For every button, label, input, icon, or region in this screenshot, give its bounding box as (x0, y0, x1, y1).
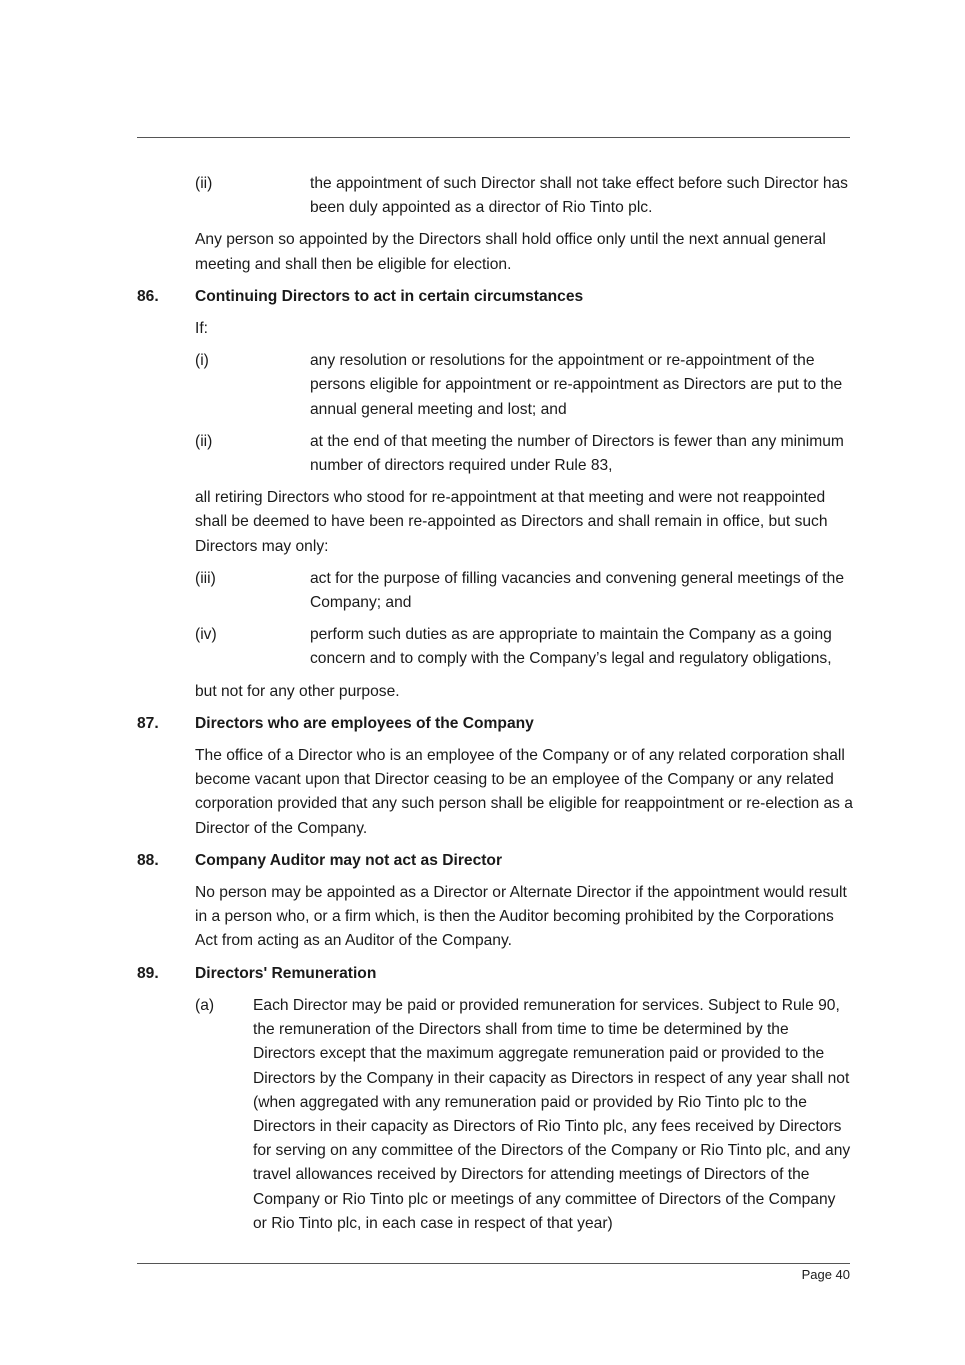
rule-86-heading (137, 285, 853, 309)
rule-number: 87. (137, 714, 159, 732)
item-number: (i) (195, 352, 209, 370)
item-text: act for the purpose of filling vacancies and convening general meetings of the Company; and (310, 569, 844, 612)
page-number: Page 40 (801, 1267, 850, 1282)
item-number: (iv) (195, 626, 217, 644)
rule-88-heading (137, 849, 853, 873)
rule-88-text: No person may be appointed as a Director or Alternate Director if the appointment would result in a person who, or a firm which, is then the Auditor becoming prohibited by the Corporations Act from acting as an Auditor of the Company. (195, 884, 847, 950)
rule-number: 89. (137, 964, 159, 982)
item-number: (a) (195, 996, 215, 1014)
rule-number: 88. (137, 851, 159, 869)
rule-89-heading (137, 962, 853, 986)
item-text: Each Director may be paid or provided remuneration for services. Subject to Rule 90, the remuneration of the Directors shall from time to time be determined by the Directors except that the maximum aggregate remuneration paid or provided to the Directors by the Company in their capacity as Directors in respect of any year shall not (when aggregated with any remuneration paid or provided by Rio Tinto plc to the Directors in their capacity as Directors of Rio Tinto plc, any fees received by Directors for serving on any committee of the Directors of the Company or Rio Tinto plc, and any travel allowances received by Directors for attending meetings of Directors of the Company or Rio Tinto plc or meetings of any committee of Directors of the Company or Rio Tinto plc, in each case in respect of that year) (253, 996, 851, 1232)
rule-89-item-a (195, 994, 853, 1236)
item-text: perform such duties as are appropriate to maintain the Company as a going concern and to comply with the Company’s legal and regulatory obligations, (310, 626, 832, 668)
intro-paragraph: Any person so appointed by the Directors shall hold office only until the next annual general meeting and shall then be eligible for election. (195, 231, 826, 273)
rule-title: Directors' Remuneration (195, 964, 377, 982)
rule-title: Company Auditor may not act as Director (195, 851, 503, 869)
intro-item-ii (195, 172, 853, 220)
rule-86-item-i (195, 349, 853, 422)
rule-87-text: The office of a Director who is an employee of the Company or of any related corporation shall become vacant upon that Director ceasing to be an employee of the Company or any related corporation provided that any such person shall be eligible for reappointment or re-election as a Director of the Company. (195, 747, 853, 837)
item-text: any resolution or resolutions for the appointment or re-appointment of the persons eligible for appointment or re-appointment as Directors are put to the annual general meeting and lost; and (310, 352, 843, 418)
rule-86-middle-paragraph: all retiring Directors who stood for re-appointment at that meeting and were not reappointed shall be deemed to have been re-appointed as Directors and shall remain in office, but such Directors may only: (195, 489, 828, 555)
item-number: (ii) (195, 175, 213, 192)
rule-number: 86. (137, 287, 159, 305)
rule-86-closing: but not for any other purpose. (195, 682, 400, 700)
rule-86-item-ii (195, 430, 853, 478)
item-number: (ii) (195, 432, 213, 450)
rule-86-item-iii (195, 567, 853, 615)
rule-title: Directors who are employees of the Company (195, 714, 534, 732)
rule-title: Continuing Directors to act in certain circumstances (195, 287, 584, 305)
document-body (137, 172, 853, 1244)
item-text: the appointment of such Director shall not take effect before such Director has been duly appointed as a director of Rio Tinto plc. (310, 175, 848, 217)
rule-87-heading (137, 712, 853, 736)
item-number: (iii) (195, 569, 216, 587)
item-text: at the end of that meeting the number of Directors is fewer than any minimum number of directors required under Rule 83, (310, 432, 844, 475)
footer-rule (137, 1263, 850, 1264)
header-rule (137, 137, 850, 138)
rule-86-item-iv (195, 623, 853, 671)
rule-86-lead: If: (195, 320, 208, 338)
